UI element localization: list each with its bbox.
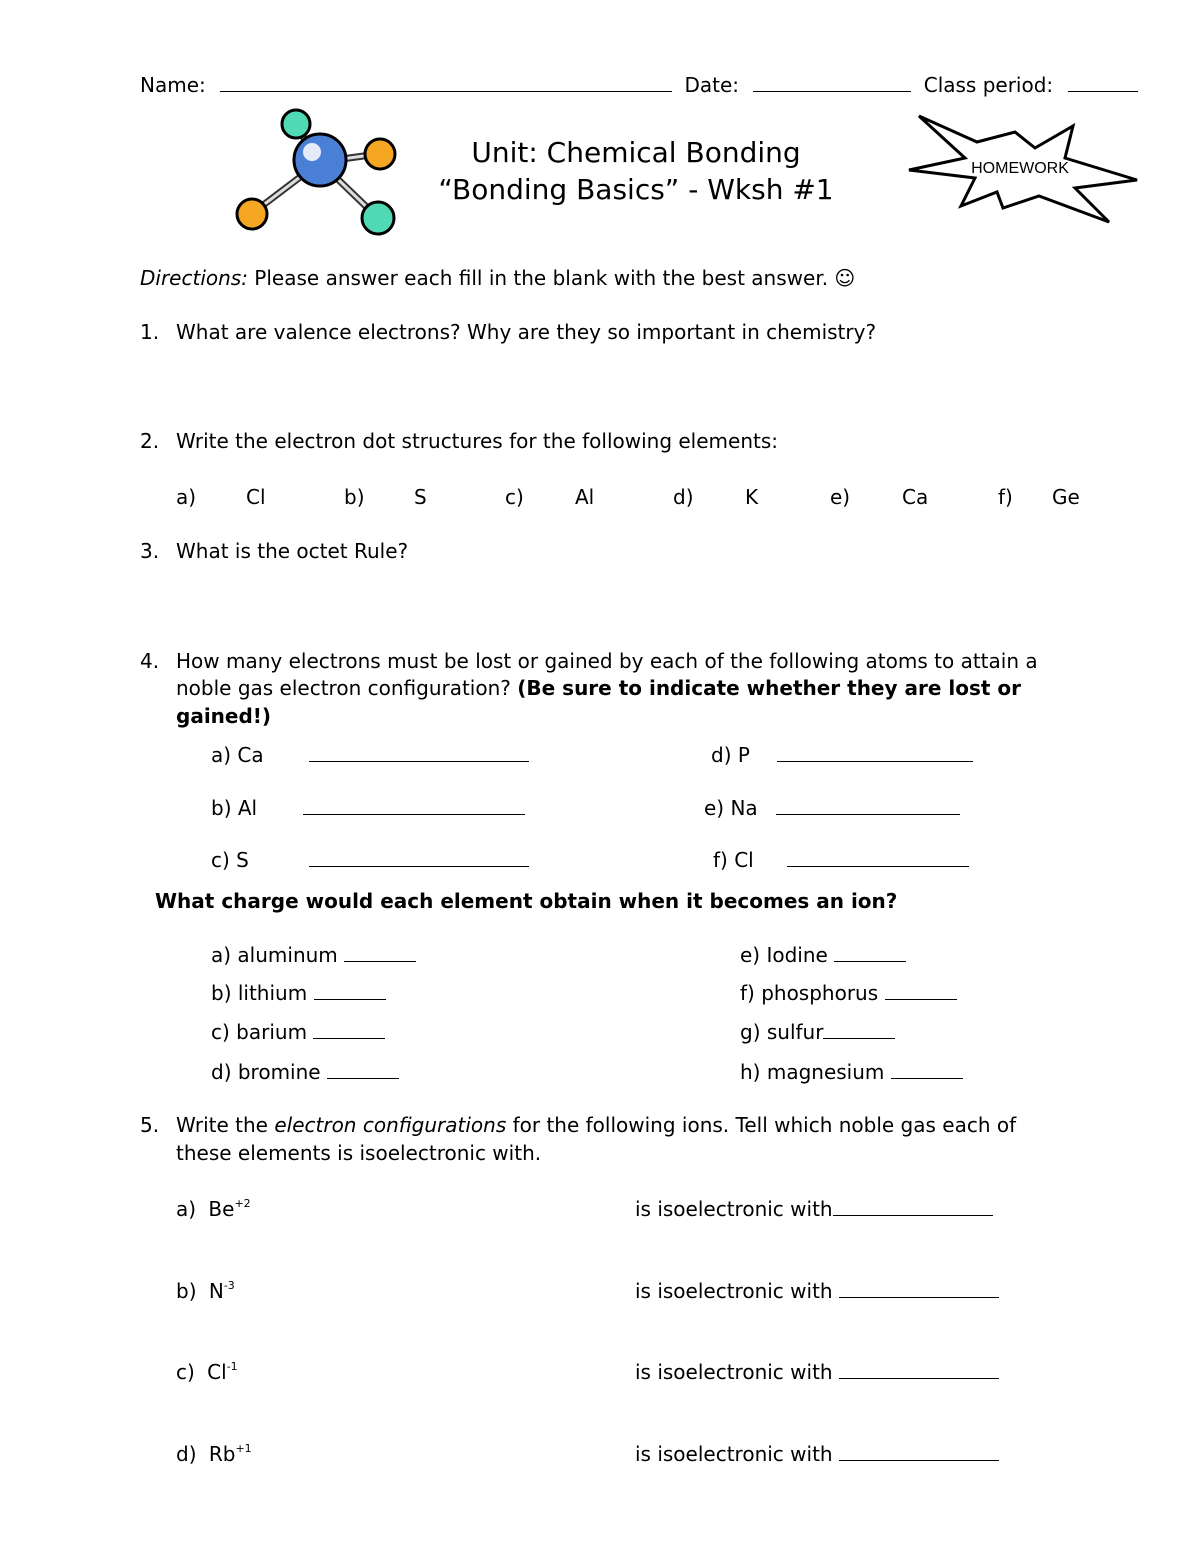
- charge-item-f: [740, 981, 957, 1005]
- charge-item-b: [211, 981, 386, 1005]
- q5-item-d-iso-text: is isoelectronic with: [635, 1442, 833, 1466]
- q4-item-b-blank[interactable]: [303, 796, 525, 815]
- charge-item-f-blank[interactable]: [885, 981, 957, 1000]
- charge-item-g-blank[interactable]: [823, 1020, 895, 1039]
- q1-text: What are valence electrons? Why are they so important in chemistry?: [176, 320, 877, 344]
- q5-line2: these elements is isoelectronic with.: [176, 1141, 542, 1165]
- question-5-line1: [140, 1113, 1016, 1137]
- period-blank[interactable]: [1068, 73, 1138, 92]
- name-blank[interactable]: [220, 73, 672, 92]
- q5-line1-a: Write the: [176, 1113, 275, 1137]
- directions-text: Please answer each fill in the blank with the best answer. ☺: [247, 266, 856, 290]
- question-4-line2: [176, 676, 1021, 700]
- q4-item-d-blank[interactable]: [777, 743, 973, 762]
- q4-item-f-label: f) Cl: [713, 848, 754, 872]
- q4-item-e-blank[interactable]: [776, 796, 960, 815]
- charge-item-c-blank[interactable]: [313, 1020, 385, 1039]
- q4-line3-bold: gained!): [176, 704, 272, 728]
- q2-num: 2.: [140, 429, 160, 453]
- q4-line2-plain: noble gas electron configuration?: [176, 676, 518, 700]
- q5-num: 5.: [140, 1113, 160, 1137]
- question-2: [140, 429, 778, 453]
- title-line1: Unit: Chemical Bonding: [471, 136, 801, 169]
- q4-item-b: [211, 796, 525, 820]
- q5-item-b: [176, 1279, 235, 1303]
- charge-item-e-blank[interactable]: [834, 943, 906, 962]
- q5-item-b-iso-text: is isoelectronic with: [635, 1279, 833, 1303]
- q5-item-b-blank[interactable]: [839, 1279, 999, 1298]
- charge-heading: What charge would each element obtain when it becomes an ion?: [155, 889, 898, 913]
- q4-item-a-label: a) Ca: [211, 743, 264, 767]
- charge-item-d: [211, 1060, 399, 1084]
- q2-item-f-element: Ge: [1052, 485, 1080, 509]
- charge-item-b-blank[interactable]: [314, 981, 386, 1000]
- charge-item-b-label: b) lithium: [211, 981, 308, 1005]
- q5-item-d-letter: d): [176, 1442, 197, 1466]
- q4-item-c-label: c) S: [211, 848, 249, 872]
- q5-item-c-blank[interactable]: [839, 1360, 999, 1379]
- q2-text: Write the electron dot structures for the following elements:: [176, 429, 779, 453]
- charge-item-a-label: a) aluminum: [211, 943, 338, 967]
- q5-line1-b: for the following ions. Tell which noble gas each of: [506, 1113, 1017, 1137]
- q5-item-a: [176, 1197, 251, 1221]
- charge-item-c-label: c) barium: [211, 1020, 308, 1044]
- q2-item-e-letter: e): [830, 485, 851, 509]
- q5-item-d-blank[interactable]: [839, 1442, 999, 1461]
- charge-item-d-blank[interactable]: [327, 1060, 399, 1079]
- charge-item-e: [740, 943, 906, 967]
- charge-item-f-label: f) phosphorus: [740, 981, 879, 1005]
- q5-item-c: [176, 1360, 238, 1384]
- date-blank[interactable]: [753, 73, 911, 92]
- q4-item-d: [711, 743, 973, 767]
- homework-burst-badge: [905, 112, 1141, 226]
- q5-item-d-charge: +1: [235, 1442, 252, 1455]
- q5-item-c-iso-text: is isoelectronic with: [635, 1360, 833, 1384]
- charge-item-a: [211, 943, 416, 967]
- q4-item-b-label: b) Al: [211, 796, 258, 820]
- question-3: [140, 539, 408, 563]
- q5-item-c-iso: [635, 1360, 999, 1384]
- q2-item-b-element: S: [414, 485, 427, 509]
- q4-line2-bold: (Be sure to indicate whether they are lost or: [517, 676, 1022, 700]
- q5-item-a-iso-text: is isoelectronic with: [635, 1197, 833, 1221]
- q2-item-f-letter: f): [998, 485, 1013, 509]
- date-label: Date:: [684, 73, 740, 97]
- q2-item-c-letter: c): [505, 485, 524, 509]
- q5-item-b-charge: -3: [223, 1279, 235, 1292]
- q5-item-b-letter: b): [176, 1279, 197, 1303]
- q5-item-c-charge: -1: [226, 1360, 238, 1373]
- q2-item-e-element: Ca: [902, 485, 929, 509]
- title-line2: “Bonding Basics” - Wksh #1: [438, 173, 834, 206]
- header-row: [140, 73, 1138, 97]
- q2-item-d-element: K: [745, 485, 759, 509]
- q4-item-e-label: e) Na: [704, 796, 758, 820]
- charge-item-e-label: e) Iodine: [740, 943, 828, 967]
- q5-line1-italic: electron configurations: [274, 1113, 507, 1137]
- charge-item-h-blank[interactable]: [891, 1060, 963, 1079]
- period-label: Class period:: [923, 73, 1054, 97]
- q2-item-b-letter: b): [344, 485, 365, 509]
- q5-item-c-symbol: Cl: [207, 1360, 227, 1384]
- q2-item-d-letter: d): [673, 485, 694, 509]
- q4-item-e: [704, 796, 960, 820]
- charge-item-a-blank[interactable]: [344, 943, 416, 962]
- q4-line1: How many electrons must be lost or gained by each of the following atoms to attain a: [176, 649, 1038, 673]
- q5-item-b-iso: [635, 1279, 999, 1303]
- directions: [140, 266, 855, 290]
- q5-item-d-symbol: Rb: [208, 1442, 236, 1466]
- charge-item-h-label: h) magnesium: [740, 1060, 885, 1084]
- directions-label: Directions:: [140, 266, 248, 290]
- question-4-line1: [140, 649, 1038, 673]
- charge-item-g-label: g) sulfur: [740, 1020, 824, 1044]
- q5-item-b-symbol: N: [208, 1279, 224, 1303]
- q4-item-a: [211, 743, 529, 767]
- charge-item-h: [740, 1060, 963, 1084]
- q5-item-a-symbol: Be: [208, 1197, 235, 1221]
- charge-item-d-label: d) bromine: [211, 1060, 321, 1084]
- q2-item-a-letter: a): [176, 485, 197, 509]
- q2-item-c-element: Al: [575, 485, 595, 509]
- q3-text: What is the octet Rule?: [176, 539, 409, 563]
- q1-num: 1.: [140, 320, 160, 344]
- q4-item-c: [211, 848, 529, 872]
- q5-item-a-blank[interactable]: [833, 1197, 993, 1216]
- q4-item-a-blank[interactable]: [309, 743, 529, 762]
- q3-num: 3.: [140, 539, 160, 563]
- q5-item-a-iso: [635, 1197, 993, 1221]
- q5-item-d-iso: [635, 1442, 999, 1466]
- q2-item-a-element: Cl: [246, 485, 266, 509]
- q4-item-f: [713, 848, 969, 872]
- question-1: [140, 320, 876, 344]
- q5-item-a-letter: a): [176, 1197, 197, 1221]
- q4-item-c-blank[interactable]: [309, 848, 529, 867]
- q4-item-f-blank[interactable]: [787, 848, 969, 867]
- q5-item-c-letter: c): [176, 1360, 195, 1384]
- charge-item-c: [211, 1020, 385, 1044]
- q5-item-a-charge: +2: [234, 1197, 251, 1210]
- charge-item-g: [740, 1020, 895, 1044]
- homework-text: HOMEWORK: [971, 160, 1069, 177]
- q4-item-d-label: d) P: [711, 743, 750, 767]
- name-label: Name:: [140, 73, 206, 97]
- q4-num: 4.: [140, 649, 160, 673]
- q5-item-d: [176, 1442, 252, 1466]
